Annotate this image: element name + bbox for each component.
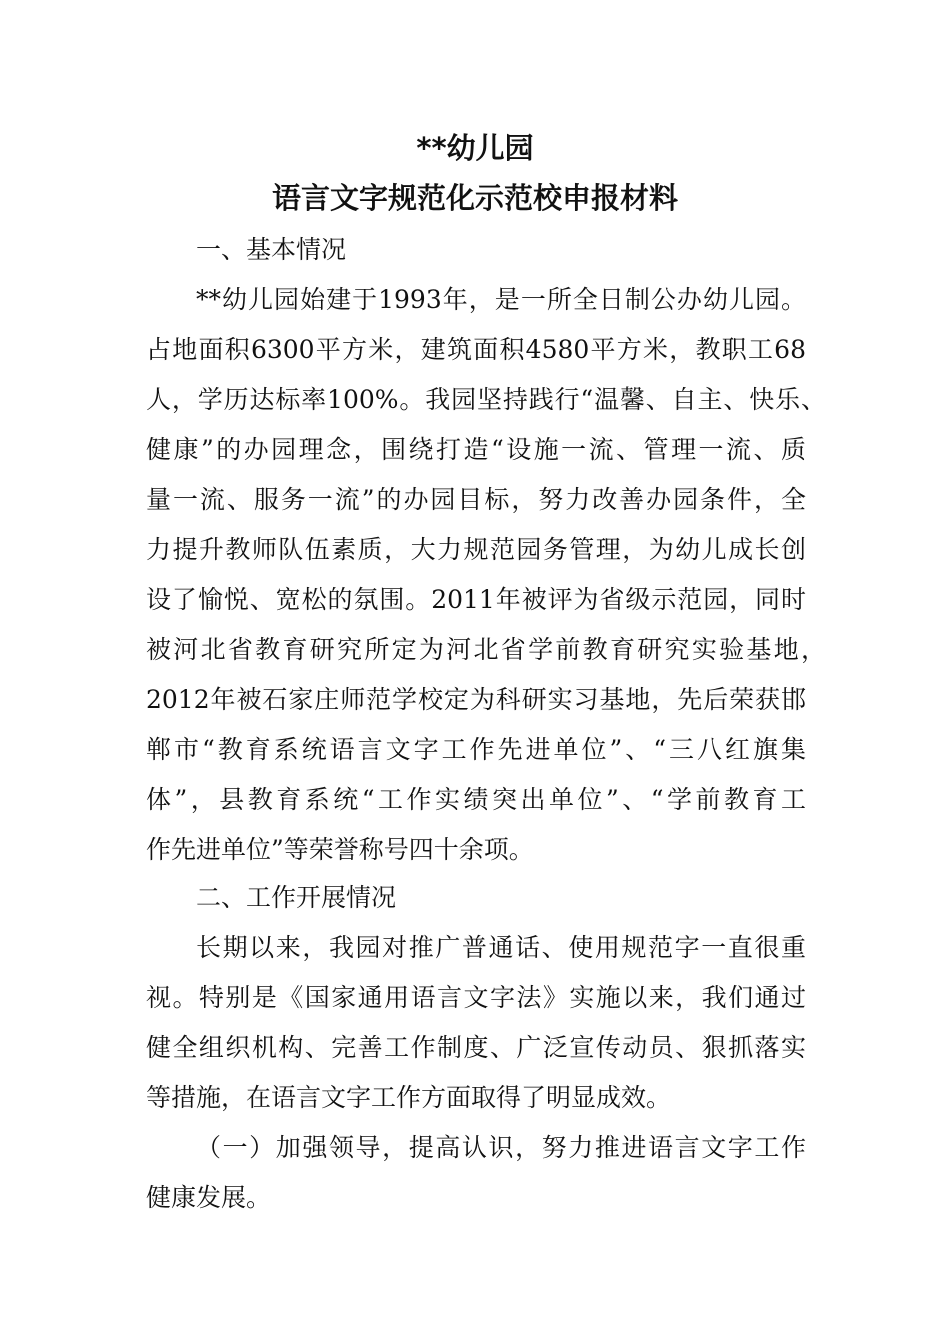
paragraph-line: 人，学历达标率100%。我园坚持践行“温馨、自主、快乐、 [146, 385, 826, 414]
document-title-application: 语言文字规范化示范校申报材料 [271, 181, 678, 215]
paragraph-line: 量一流、服务一流”的办园目标，努力改善办园条件，全 [146, 485, 806, 514]
paragraph-line: 设了愉悦、宽松的氛围。2011年被评为省级示范园，同时 [146, 585, 806, 614]
paragraph-line: 力提升教师队伍素质，大力规范园务管理，为幼儿成长创 [146, 535, 806, 564]
paragraph-line: 被河北省教育研究所定为河北省学前教育研究实验基地， [146, 635, 826, 664]
paragraph-line: **幼儿园始建于1993年，是一所全日制公办幼儿园。 [196, 285, 806, 314]
paragraph-line: 健康”的办园理念，围绕打造“设施一流、管理一流、质 [146, 435, 806, 464]
subsection-heading-line: 健康发展。 [146, 1183, 272, 1212]
paragraph-line: 等措施，在语言文字工作方面取得了明显成效。 [146, 1083, 672, 1112]
paragraph-line: 2012年被石家庄师范学校定为科研实习基地，先后荣获邯 [146, 685, 806, 714]
paragraph-line: 体”，县教育系统“工作实绩突出单位”、“学前教育工 [146, 785, 806, 814]
paragraph-line: 郸市“教育系统语言文字工作先进单位”、“三八红旗集 [146, 735, 806, 764]
section-heading-basic-info: 一、基本情况 [196, 235, 347, 264]
paragraph-line: 作先进单位”等荣誉称号四十余项。 [146, 835, 534, 864]
section-heading-work-progress: 二、工作开展情况 [196, 883, 397, 912]
subsection-heading-line: （一）加强领导，提高认识，努力推进语言文字工作 [196, 1133, 806, 1162]
paragraph-line: 长期以来，我园对推广普通话、使用规范字一直很重 [196, 933, 806, 962]
document-title-kindergarten: **幼儿园 [416, 131, 534, 165]
paragraph-line: 占地面积6300平方米，建筑面积4580平方米，教职工68 [146, 335, 806, 364]
paragraph-line: 视。特别是《国家通用语言文字法》实施以来，我们通过 [146, 983, 806, 1012]
paragraph-line: 健全组织机构、完善工作制度、广泛宣传动员、狠抓落实 [146, 1033, 806, 1062]
